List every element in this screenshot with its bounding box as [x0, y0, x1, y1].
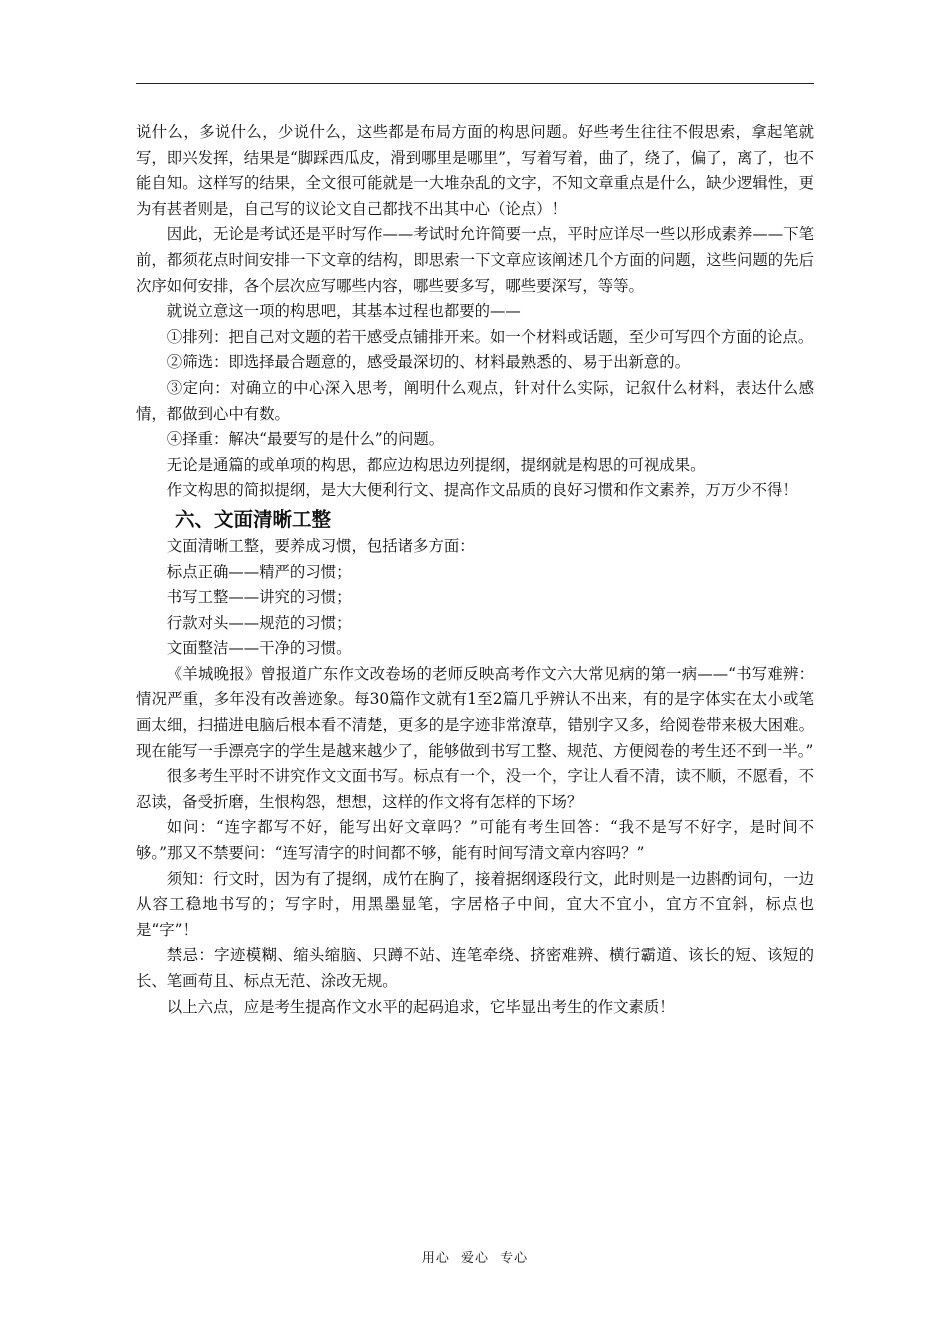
- section-heading: 六、文面清晰工整: [175, 507, 332, 531]
- paragraph: 标点正确——精严的习惯；: [166, 562, 352, 581]
- paragraph: 禁忌：字迹模糊、缩头缩脑、只蹲不站、连笔牵绕、挤密难辨、横行霸道、该长的短、该短的长、笔画苟且、标点无范、涂改无规。: [136, 946, 814, 990]
- paragraph: 很多考生平时不讲究作文文面书写。标点有一个，没一个，字让人看不清，读不顺，不愿看，不忍读，备受折磨，生恨构怨，想想，这样的作文将有怎样的下场？: [136, 767, 814, 811]
- paragraph: 作文构思的简拟提纲，是大大便利行文、提高作文品质的良好习惯和作文素养，万万少不得！: [166, 481, 798, 500]
- page-footer: 用心 爱心 专心: [421, 1251, 529, 1266]
- paragraph: 如问：“连字都写不好，能写出好文章吗？”可能有考生回答：“我不是写不好字，是时间不够。”那又不禁要问：“连写清字的时间都不够，能有时间写清文章内容吗？”: [136, 818, 814, 863]
- document-body: [136, 120, 814, 1020]
- paragraph: 行款对头——规范的习惯；: [166, 613, 352, 632]
- paragraph: 书写工整——讲究的习惯；: [166, 588, 352, 607]
- header-rule: [136, 83, 814, 84]
- paragraph: 就说立意这一项的构思吧，其基本过程也都要的——: [166, 302, 521, 321]
- paragraph: 说什么，多说什么，少说什么，这些都是布局方面的构思问题。好些考生往往不假思索，拿起笔就写，即兴发挥，结果是“脚踩西瓜皮，滑到哪里是哪里”，写着写着，曲了，绕了，偏了，离了，也不能自知。这样写的结果，全文很可能就是一大堆杂乱的文字，不知文章重点是什么，缺少逻辑性，更为有甚者则是，自己写的议论文自己都找不出其中心（论点）！: [136, 123, 814, 218]
- paragraph: 无论是通篇的或单项的构思，都应边构思边列提纲，提纲就是构思的可视成果。: [166, 455, 706, 474]
- paragraph: ④择重：解决“最要写的是什么”的问题。: [166, 430, 445, 449]
- paragraph: 以上六点，应是考生提高作文水平的起码追求，它毕显出考生的作文素质！: [166, 997, 675, 1016]
- paragraph: 《羊城晚报》曾报道广东作文改卷场的老师反映高考作文六大常见病的第一病——“书写难辨：情况严重，多年没有改善迹象。每30篇作文就有1至2篇几乎辨认不出来，有的是字体实在太小或笔画太细，扫描进电脑后根本看不清楚，更多的是字迹非常潦草，错别字又多，给阅卷带来极大困难。现在能写一手漂亮字的学生是越来越少了，能够做到书写工整、规范、方便阅卷的考生还不到一半。”: [136, 664, 814, 760]
- paragraph: ①排列：把自己对文题的若干感受点铺排开来。如一个材料或话题，至少可写四个方面的论点。: [166, 327, 814, 346]
- paragraph: 因此，无论是考试还是平时写作——考试时允许简要一点，平时应详尽一些以形成素养——下笔前，都须花点时间安排一下文章的结构，即思索一下文章应该阐述几个方面的问题，这些问题的先后次序如何安排，各个层次应写哪些内容，哪些要多写，哪些要深写，等等。: [136, 225, 814, 295]
- paragraph: 文面清晰工整，要养成习惯，包括诸多方面：: [166, 536, 475, 555]
- paragraph: ②筛选：即选择最合题意的，感受最深切的、材料最熟悉的、易于出新意的。: [166, 353, 691, 372]
- paragraph: 文面整洁——干净的习惯。: [166, 639, 352, 658]
- paragraph-group-handwriting: [136, 534, 814, 1020]
- paragraph-group-structure: [136, 120, 814, 504]
- paragraph: 须知：行文时，因为有了提纲，成竹在胸了，接着据纲逐段行文，此时则是一边斟酌词句，一边从容工稳地书写的；写字时，用黑墨显笔，字居格子中间，宜大不宜小，宜方不宜斜，标点也是“字”！: [136, 869, 814, 939]
- paragraph: ③定向：对确立的中心深入思考，阐明什么观点，针对什么实际，记叙什么材料，表达什么感情，都做到心中有数。: [136, 378, 814, 423]
